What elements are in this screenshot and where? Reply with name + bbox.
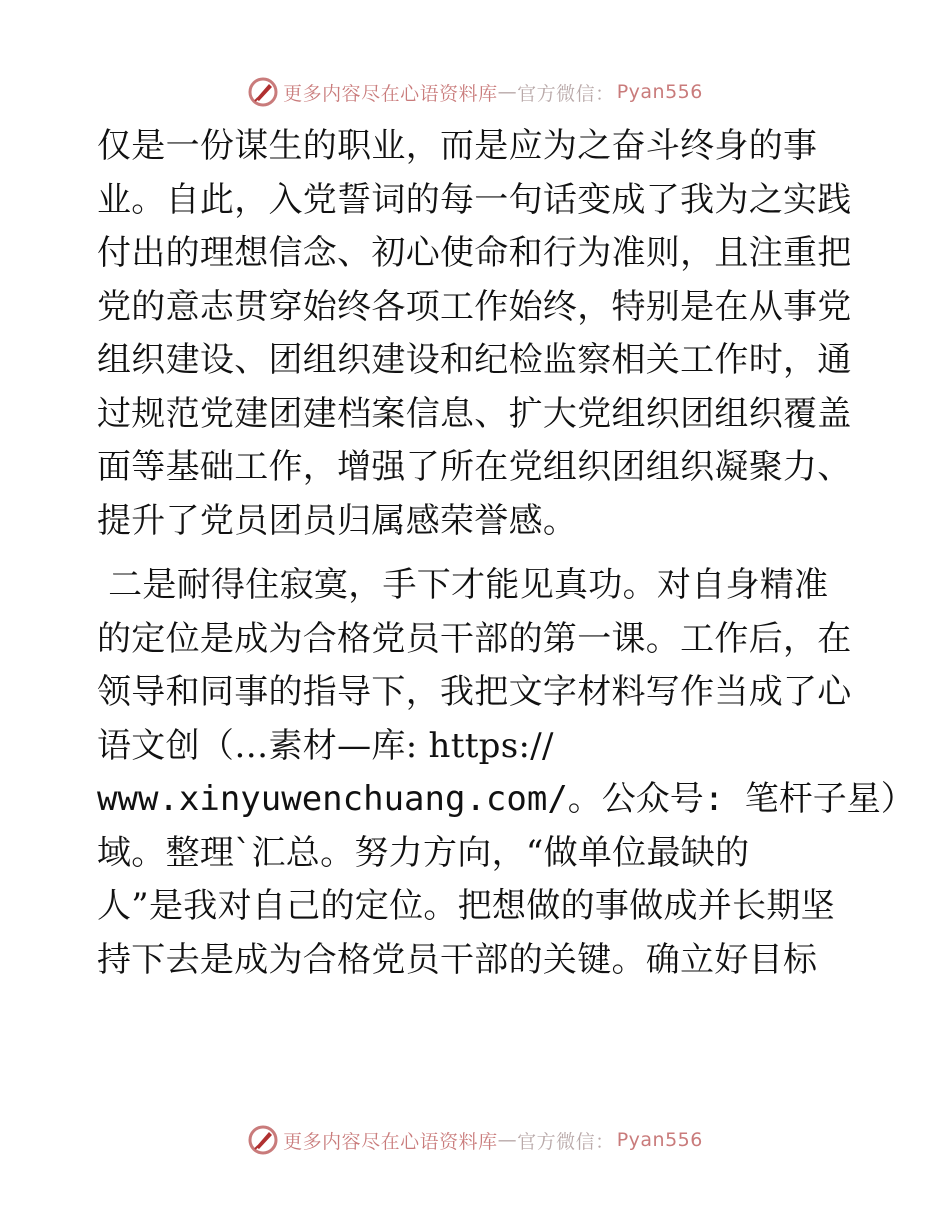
text-line: 的定位是成为合格党员干部的第一课。工作后，在	[97, 618, 852, 659]
text-line: 过规范党建团建档案信息、扩大党组织团组织覆盖	[97, 393, 852, 434]
header-watermark	[0, 72, 950, 112]
header-separator: —	[497, 81, 518, 103]
text-line: 领导和同事的指导下，我把文字材料写作当成了心	[97, 672, 852, 712]
header-wechat-label: 官方微信：	[517, 82, 615, 105]
footer-separator: —	[497, 1129, 518, 1151]
text-line: 域。整理`汇总。努力方向，“做单位最缺的	[97, 832, 750, 873]
text-line: 人”是我对自己的定位。把想做的事做成并长期坚	[97, 886, 835, 926]
text-line: 仅是一份谋生的职业，而是应为之奋斗终身的事	[97, 126, 818, 166]
header-brand: 更多内容尽在心语资料库	[283, 82, 498, 105]
text-line: 二是耐得住寂寞，手下才能见真功。对自身精准	[97, 565, 829, 605]
text-line: 业。自此，入党誓词的每一句话变成了我为之实践	[97, 179, 852, 220]
text-line: 语文创（…素材—库: https://	[97, 725, 554, 766]
text-line: 持下去是成为合格党员干部的关键。确立好目标	[97, 939, 818, 980]
document-body	[97, 120, 915, 987]
header-handle: Pyan556	[616, 81, 703, 103]
footer-handle: Pyan556	[616, 1129, 703, 1151]
text-line: 党的意志贯穿始终各项工作始终，特别是在从事党	[97, 286, 852, 327]
text-line: 面等基础工作，增强了所在党组织团组织凝聚力、	[97, 447, 852, 487]
text-line: 组织建设、团组织建设和纪检监察相关工作时，通	[97, 340, 852, 380]
url-line: www.xinyuwenchuang.com/。公众号: 笔杆子星）	[97, 779, 915, 819]
footer-wechat-label: 官方微信：	[517, 1130, 615, 1153]
quill-logo-icon	[247, 76, 279, 108]
footer-brand: 更多内容尽在心语资料库	[283, 1130, 498, 1153]
footer-watermark	[0, 1120, 950, 1160]
paragraph-1	[97, 120, 857, 548]
paragraph-2	[97, 559, 915, 987]
quill-logo-icon	[247, 1124, 279, 1156]
text-line: 付出的理想信念、初心使命和行为准则，且注重把	[97, 233, 852, 273]
text-line: 提升了党员团员归属感荣誉感。	[97, 500, 578, 541]
